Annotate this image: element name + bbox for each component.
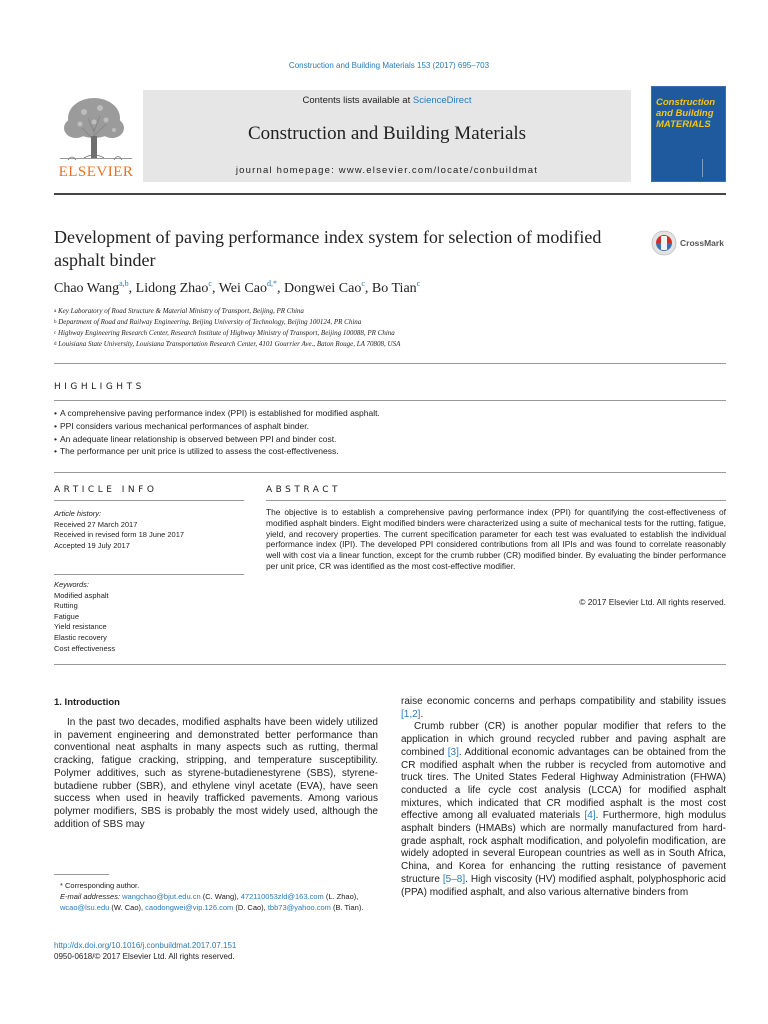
article-history — [54, 509, 244, 551]
email-label: E-mail addresses: — [60, 891, 121, 901]
introduction-left-column: In the past two decades, modified asphalts have been widely utilized in pavement engineering and demonstrated better performance than conventional neat asphalts in many aspects such as rutting, thermal cracking, fatigue cracking, stripping, and temperature susceptibility. Polymer additives, such as styrene-butadienestyrene (SBS), styrene-butadiene rubber (SBR), and ethylene vinyl acetate (EVA), have seen success when used in heavily trafficked pavements. Among various polymer modifiers, SBS is probably the most widely used, although the addition of SBS may — [54, 717, 378, 830]
author-name[interactable]: Bo Tian — [371, 281, 417, 296]
email-link[interactable]: 472110053zld@163.com — [240, 891, 324, 901]
abstract-heading: ABSTRACT — [266, 485, 342, 495]
cover-decoration — [702, 159, 722, 177]
journal-cover-image[interactable] — [651, 86, 726, 182]
affiliation-item — [54, 328, 734, 339]
author-name[interactable]: Dongwei Cao — [283, 281, 362, 296]
section-rule — [54, 500, 244, 501]
citation-link[interactable]: [4] — [584, 810, 596, 822]
journal-reference-link[interactable]: Construction and Building Materials 153 (2017) 695–703 — [288, 61, 490, 70]
keyword-item: Rutting — [54, 601, 78, 611]
article-title: Development of paving performance index system for selection of modified asphalt binder — [54, 227, 602, 270]
affiliation-key: b — [54, 320, 57, 325]
email-owner: (L. Zhao), — [323, 891, 359, 901]
affiliation-list — [54, 306, 734, 350]
keyword-list — [54, 591, 244, 655]
author-name[interactable]: Lidong Zhao — [135, 281, 209, 296]
affiliation-item — [54, 306, 734, 317]
article-history-label: Article history: — [54, 509, 102, 518]
citation-link[interactable]: [5–8] — [442, 873, 466, 885]
paragraph-text: . Additional economic advantages can be obtained from the CR modified asphalt when the rubber is recycled from automotive and truck tires. The United States Federal Highway Administration (FHWA) conducted a life cycle cost analysis (LCCA) for modified asphalt mixtures, which indicated that CR modified asphalt is the most cost effective among all evaluated materials — [401, 746, 726, 822]
citation-link[interactable]: [3] — [447, 746, 459, 758]
author-list — [54, 281, 654, 297]
email-link[interactable]: wangchao@bjut.edu.cn — [122, 891, 201, 901]
article-info-heading: ARTICLE INFO — [54, 485, 158, 495]
affiliation-text: Highway Engineering Research Center, Research Institute of Highway Ministry of Transport, Beijing 100088, PR China — [57, 329, 395, 337]
author-separator: , — [211, 281, 219, 296]
author-affiliation-marker[interactable]: a,b — [119, 279, 129, 288]
elsevier-logo[interactable] — [54, 88, 138, 184]
history-date: Accepted 19 July 2017 — [54, 540, 130, 550]
section-rule — [54, 472, 726, 473]
highlight-item: • An adequate linear relationship is observed between PPI and binder cost. — [54, 433, 726, 446]
email-owner: (C. Wang), — [200, 891, 241, 901]
introduction-right-column — [401, 696, 726, 899]
footnote-rule — [54, 874, 109, 875]
author-affiliation-marker[interactable]: d,* — [266, 279, 277, 288]
keyword-item: Cost effectiveness — [54, 643, 116, 653]
author-name[interactable]: Wei Cao — [218, 281, 267, 296]
email-addresses — [54, 892, 378, 914]
crossmark-label: CrossMark — [680, 238, 724, 248]
affiliation-key: c — [54, 331, 57, 336]
sciencedirect-link[interactable]: ScienceDirect — [412, 95, 472, 106]
introduction-heading: 1. Introduction — [54, 697, 120, 708]
email-link[interactable]: caodongwei@vip.126.com — [145, 902, 234, 912]
publisher-name: ELSEVIER — [58, 164, 134, 180]
corresponding-author-note: * Corresponding author. — [60, 881, 140, 890]
journal-masthead — [54, 88, 726, 186]
section-rule — [54, 400, 726, 401]
keyword-item: Fatigue — [54, 611, 80, 621]
paragraph-text: Crumb rubber (CR) is another popular modifier that refers to the application in which ground recycled rubber and paving asphalt are combined — [401, 721, 726, 758]
affiliation-key: d — [54, 342, 57, 347]
author-separator: , — [276, 281, 284, 296]
paragraph-text: . Furthermore, high modulus asphalt binders (HMABs) which are normally manufactured from hard-grade asphalt, rock asphalt modification, and polyolefin modification, are widely adopted in several European countries as well as in South Africa, China, and Korea for enhancing the rutting resistance of pavement structure — [401, 810, 726, 885]
author-separator: , — [364, 281, 372, 296]
author-name[interactable]: Chao Wang — [54, 281, 120, 296]
author-affiliation-marker[interactable]: c — [416, 279, 421, 288]
email-link[interactable]: tbb73@yahoo.com — [267, 902, 331, 912]
keyword-block — [54, 580, 244, 654]
author-affiliation-marker[interactable]: c — [208, 279, 212, 288]
keyword-item: Elastic recovery — [54, 632, 107, 642]
author-affiliation-marker[interactable]: c — [361, 279, 365, 288]
author-separator: , — [128, 281, 136, 296]
affiliation-text: Department of Road and Railway Engineering, Beijing University of Technology, Beijing 100124, PR China — [58, 318, 362, 326]
keyword-item: Modified asphalt — [54, 590, 109, 600]
doi-link[interactable]: http://dx.doi.org/10.1016/j.conbuildmat.2017.07.151 — [54, 941, 237, 950]
highlight-item: • The performance per unit price is utilized to assess the cost-effectiveness. — [54, 445, 726, 458]
email-owner: (D. Cao), — [233, 902, 268, 912]
cover-title-text: Construction and Building MATERIALS — [656, 97, 716, 130]
introduction-paragraph — [401, 721, 726, 899]
email-owner: (B. Tian). — [330, 902, 364, 912]
section-rule — [54, 574, 244, 575]
journal-title[interactable]: Construction and Building Materials — [247, 123, 527, 144]
history-date: Received 27 March 2017 — [54, 519, 138, 529]
keyword-item: Yield resistance — [54, 622, 107, 632]
corresponding-author-footnote — [54, 881, 378, 913]
journal-homepage-link[interactable]: journal homepage: www.elsevier.com/locate/conbuildmat — [235, 165, 539, 176]
highlights-heading: HIGHLIGHTS — [54, 382, 145, 392]
contents-prefix: Contents lists available at — [302, 95, 413, 106]
crossmark-icon — [651, 230, 677, 256]
contents-availability — [143, 95, 631, 106]
citation-link[interactable]: [1,2] — [401, 708, 421, 720]
abstract-copyright: © 2017 Elsevier Ltd. All rights reserved. — [579, 597, 726, 607]
highlights-list — [54, 407, 726, 458]
abstract-text: The objective is to establish a comprehensive paving performance index (PPI) for quantifying the cost-effectiveness of modified asphalt binders. Eight modified binders were characterized using a suite of mechanical tests for the rutting, fatigue, yield, and recovery properties. The current specification parameter for each test was evaluated to establish the individual performance index (IPI). The developed PPI considered contributions from all IPIs and was found to correlate reasonably well with cost via a linear function, except for the crumb rubber (CR) modified binder. By evaluating the binder performance per unit price, CR was identified as the most cost-effective modifier. — [266, 507, 726, 571]
affiliation-item — [54, 317, 734, 328]
paragraph-text: raise economic concerns and perhaps compatibility and stability issues — [401, 696, 726, 707]
affiliation-text: Key Laboratory of Road Structure & Material Ministry of Transport, Beijing, PR China — [57, 307, 304, 315]
email-link[interactable]: wcao@lsu.edu — [60, 902, 110, 912]
email-owner: (W. Cao), — [109, 902, 146, 912]
issn-copyright: 0950-0618/© 2017 Elsevier Ltd. All rights reserved. — [54, 951, 235, 961]
affiliation-text: Louisiana State University, Louisiana Transportation Research Center, 4101 Gourrier Ave., Baton Rouge, LA 70808, USA — [58, 340, 401, 348]
paragraph-text: . High viscosity (HV) modified asphalt, polyphosphoric acid (PPA) modified asphalt, and also various alternative binders from — [401, 873, 726, 898]
journal-banner — [143, 90, 631, 182]
article-history-dates — [54, 520, 244, 552]
keywords-label: Keywords: — [54, 580, 90, 589]
section-rule — [54, 363, 726, 364]
highlight-item: • A comprehensive paving performance index (PPI) is established for modified asphalt. — [54, 407, 726, 420]
section-rule — [266, 500, 726, 501]
affiliation-item — [54, 339, 734, 350]
history-date: Received in revised form 18 June 2017 — [54, 530, 185, 540]
doi-block — [54, 941, 236, 963]
section-rule — [54, 664, 726, 665]
affiliation-key: a — [54, 309, 57, 314]
header-rule — [54, 193, 726, 195]
highlight-item: • PPI considers various mechanical performances of asphalt binder. — [54, 420, 726, 433]
introduction-paragraph: raise economic concerns and perhaps compatibility and stability issues [1,2]. — [401, 696, 726, 720]
crossmark-badge[interactable] — [651, 230, 731, 256]
